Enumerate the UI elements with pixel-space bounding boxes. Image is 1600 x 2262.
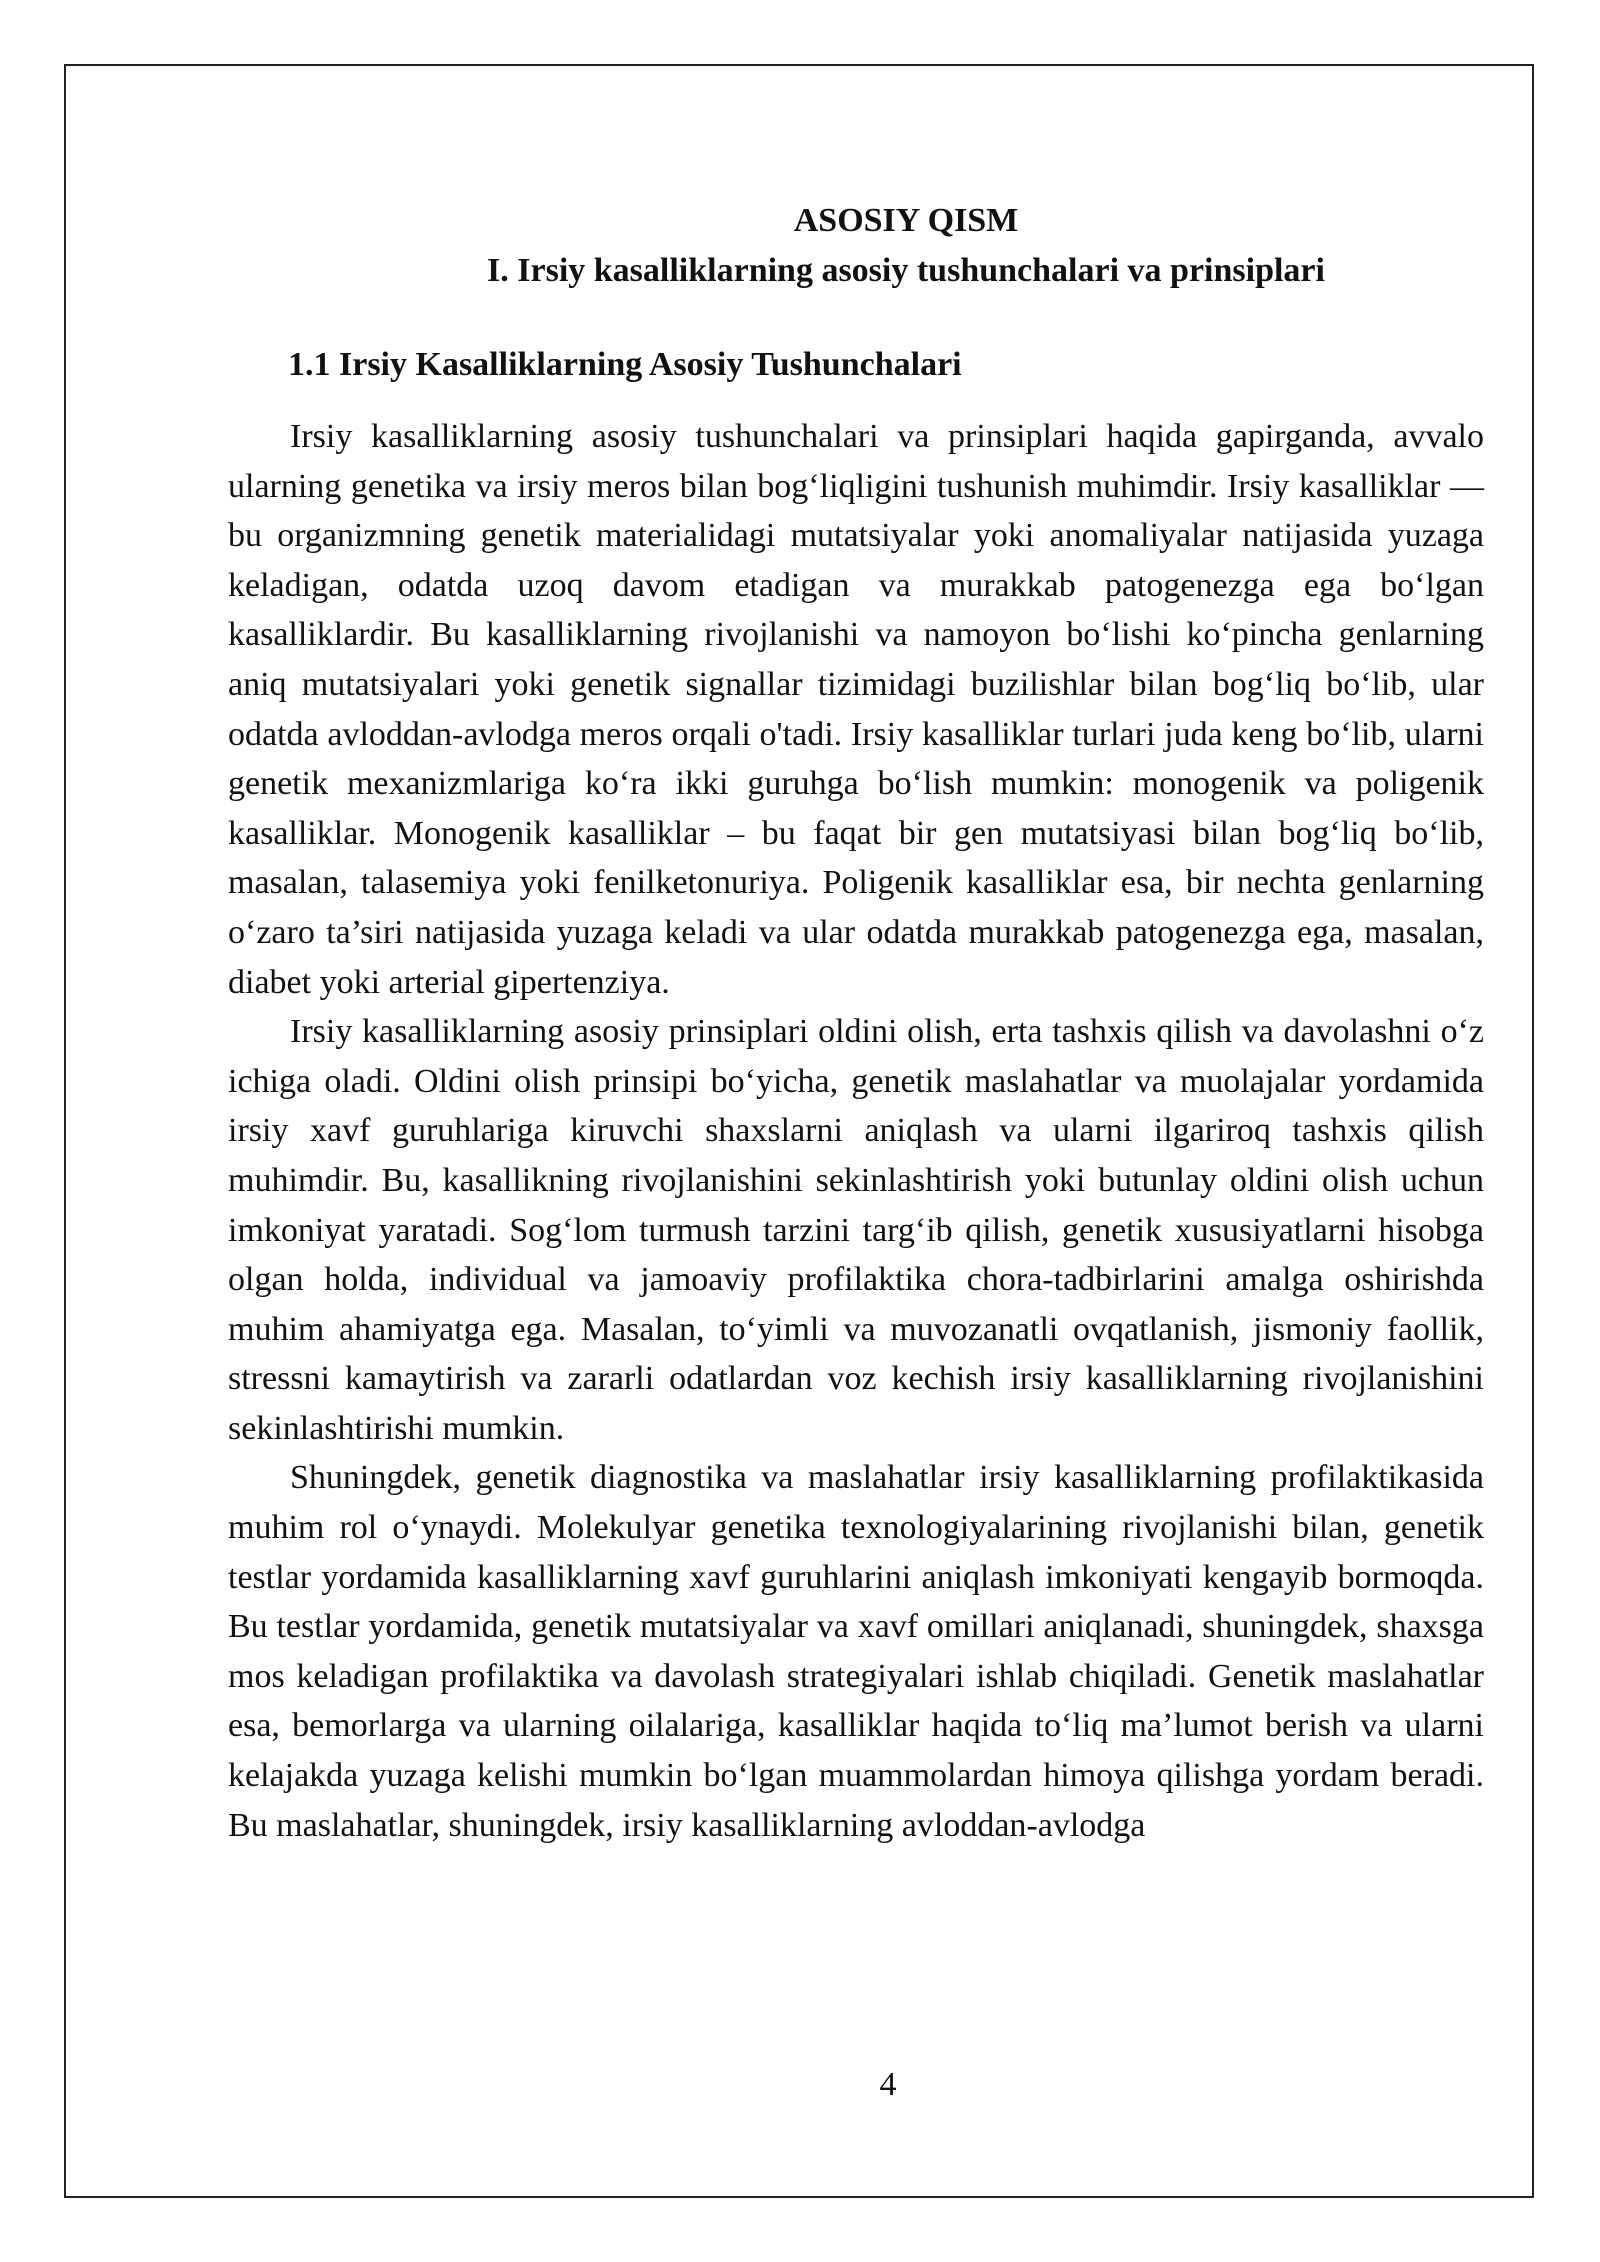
paragraph-1: Irsiy kasalliklarning asosiy tushunchalari va prinsiplari haqida gapirganda, avvalo ularning genetika va irsiy meros bilan bog‘liqligini tushunish muhimdir. Irsiy kasalliklar — bu organizmning genetik materialidagi mutatsiyalar yoki anomaliyalar natijasida yuzaga keladigan, odatda uzoq davom etadigan va murakkab patogenezga ega bo‘lgan kasalliklardir. Bu kasalliklarning rivojlanishi va namoyon bo‘lishi ko‘pincha genlarning aniq mutatsiyalari yoki genetik signallar tizimidagi buzilishlar bilan bog‘liq bo‘lib, ular odatda avloddan-avlodga meros orqali o'tadi. Irsiy kasalliklar turlari juda keng bo‘lib, ularni genetik mexanizmlariga ko‘ra ikki guruhga bo‘lish mumkin: monogenik va poligenik kasalliklar. Monogenik kasalliklar – bu faqat bir gen mutatsiyasi bilan bog‘liq bo‘lib, masalan, talasemiya yoki fenilketonuriya. Poligenik kasalliklar esa, bir nechta genlarning o‘zaro ta’siri natijasida yuzaga keladi va ular odatda murakkab patogenezga ega, masalan, diabet yoki arterial gipertenziya. — [228, 418, 1484, 1001]
chapter-title: I. Irsiy kasalliklarning asosiy tushunchalari va prinsiplari — [487, 252, 1325, 289]
section-title: 1.1 Irsiy Kasalliklarning Asosiy Tushunchalari — [288, 346, 962, 383]
page-number: 4 — [879, 2066, 897, 2103]
document-body — [228, 196, 1484, 1850]
paragraph-3: Shuningdek, genetik diagnostika va maslahatlar irsiy kasalliklarning profilaktikasida muhim rol o‘ynaydi. Molekulyar genetika texnologiyalarining rivojlanishi bilan, genetik testlar yordamida kasalliklarning xavf guruhlarini aniqlash imkoniyati kengayib bormoqda. Bu testlar yordamida, genetik mutatsiyalar va xavf omillari aniqlanadi, shuningdek, shaxsga mos keladigan profilaktika va davolash strategiyalari ishlab chiqiladi. Genetik maslahatlar esa, bemorlarga va ularning oilalariga, kasalliklar haqida to‘liq ma’lumot berish va ularni kelajakda yuzaga kelishi mumkin bo‘lgan muammolardan himoya qilishga yordam beradi. Bu maslahatlar, shuningdek, irsiy kasalliklarning avloddan-avlodga — [228, 1459, 1484, 1844]
main-title: ASOSIY QISM — [793, 202, 1019, 239]
paragraph-2: Irsiy kasalliklarning asosiy prinsiplari oldini olish, erta tashxis qilish va davolashni o‘z ichiga oladi. Oldini olish prinsipi bo‘yicha, genetik maslahatlar va muolajalar yordamida irsiy xavf guruhlariga kiruvchi shaxslarni aniqlash va ularni ilgariroq tashxis qilish muhimdir. Bu, kasallikning rivojlanishini sekinlashtirish yoki butunlay oldini olish uchun imkoniyat yaratadi. Sog‘lom turmush tarzini targ‘ib qilish, genetik xususiyatlarni hisobga olgan holda, individual va jamoaviy profilaktika chora-tadbirlarini amalga oshirishda muhim ahamiyatga ega. Masalan, to‘yimli va muvozanatli ovqatlanish, jismoniy faollik, stressni kamaytirish va zararli odatlardan voz kechish irsiy kasalliklarning rivojlanishini sekinlashtirishi mumkin. — [228, 1013, 1484, 1447]
